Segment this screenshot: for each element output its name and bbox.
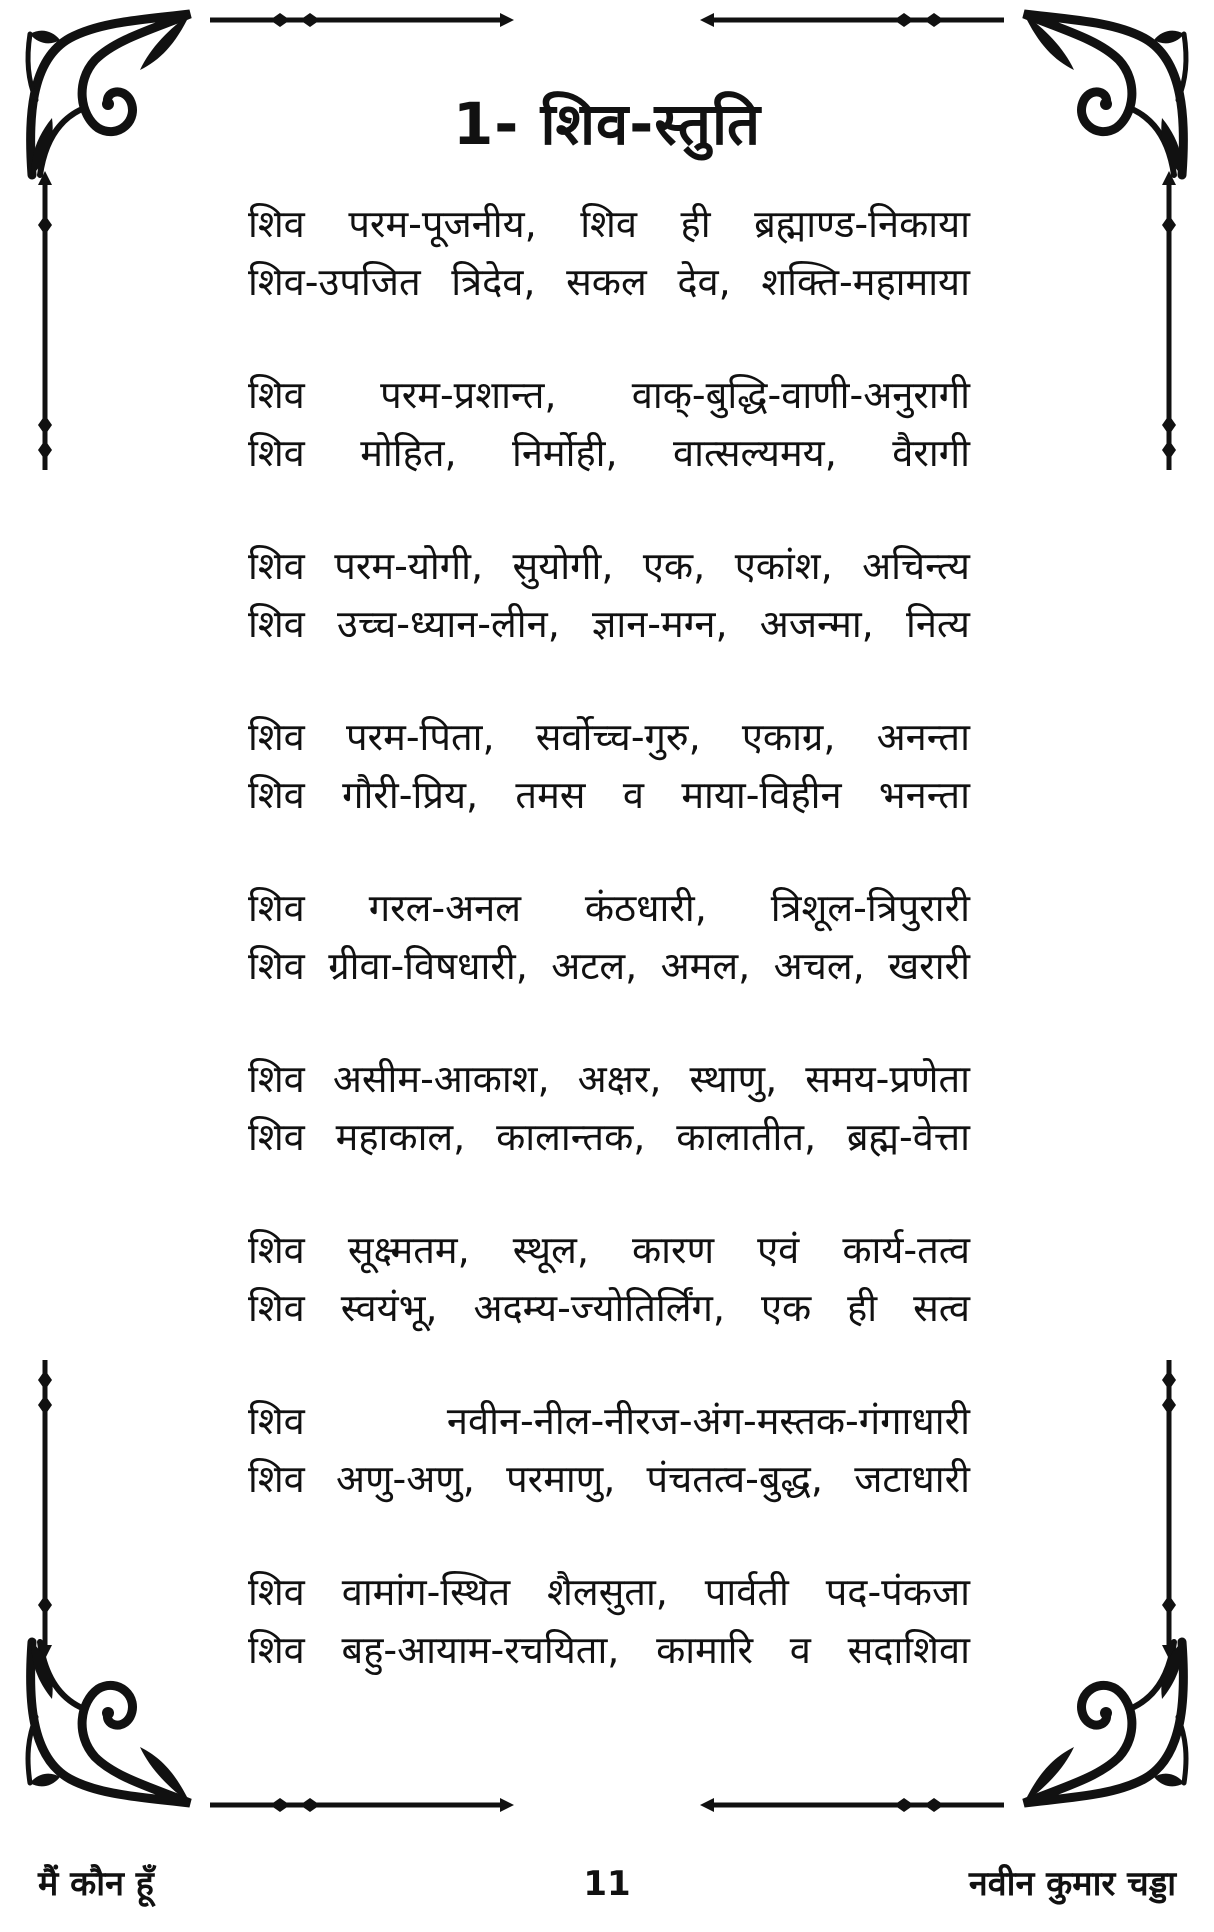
poem-word: शिव: [248, 1228, 305, 1272]
poem-word: वैरागी: [892, 431, 970, 475]
poem-word: माया-विहीन: [681, 773, 842, 817]
poem-word: कालान्तक,: [496, 1115, 646, 1159]
poem-word: सदाशिवा: [847, 1628, 970, 1672]
poem-line: [248, 537, 970, 595]
poem-word: व: [622, 773, 644, 817]
poem-word: सर्वोच्च-गुरु,: [535, 715, 701, 759]
poem-word: सत्व: [913, 1286, 970, 1330]
poem-word: परम-पूजनीय,: [348, 202, 537, 246]
poem-line: [248, 766, 970, 824]
poem-word: ब्रह्म-वेत्ता: [846, 1115, 970, 1159]
poem-word: पद-पंकजा: [825, 1570, 970, 1614]
poem-line: [248, 1621, 970, 1679]
poem-word: त्रिशूल-त्रिपुरारी: [770, 886, 970, 930]
poem-word: परम-योगी,: [334, 544, 484, 588]
poem-word: असीम-आकाश,: [332, 1057, 550, 1101]
poem-word: पार्वती: [704, 1570, 789, 1614]
poem-line: [248, 595, 970, 653]
poem-word: शिव: [248, 431, 305, 475]
poem-word: शिव-उपजित: [248, 260, 421, 304]
poem-word: ही: [680, 202, 711, 246]
poem-word: एक,: [642, 544, 706, 588]
poem-word: परम-पिता,: [345, 715, 495, 759]
poem-word: शिव: [248, 886, 305, 930]
poem-word: अचल,: [773, 944, 865, 988]
poem-stanza: [248, 366, 970, 482]
poem-word: बहु-आयाम-रचयिता,: [341, 1628, 620, 1672]
poem-word: कालातीत,: [676, 1115, 817, 1159]
poem-word: ही: [847, 1286, 878, 1330]
poem-word: वाक्-बुद्धि-वाणी-अनुरागी: [631, 373, 970, 417]
poem-stanza: [248, 879, 970, 995]
poem-word: शिव: [580, 202, 638, 246]
poem-word: कंठधारी,: [584, 886, 707, 930]
poem-word: अटल,: [551, 944, 638, 988]
poem-word: ब्रह्माण्ड-निकाया: [754, 202, 970, 246]
poem-word: शिव: [248, 1057, 305, 1101]
poem-word: शिव: [248, 602, 305, 646]
poem-word: शैलसुता,: [547, 1570, 668, 1614]
poem-word: एवं: [757, 1228, 800, 1272]
poem-word: वात्सल्यमय,: [673, 431, 837, 475]
poem-word: शिव: [248, 373, 305, 417]
poem-line: [248, 879, 970, 937]
poem-word: शिव: [248, 773, 305, 817]
poem-word: ग्रीवा-विषधारी,: [328, 944, 528, 988]
poem-word: सुयोगी,: [512, 544, 614, 588]
poem-word: स्थूल,: [512, 1228, 589, 1272]
poem-word: स्वयंभू,: [340, 1286, 438, 1330]
poem-word: शिव: [248, 1399, 305, 1443]
poem-word: कामारि: [656, 1628, 754, 1672]
poem-word: शक्ति-महामाया: [761, 260, 970, 304]
poem-line: [248, 195, 970, 253]
poem-word: समय-प्रणेता: [805, 1057, 970, 1101]
footer-book-title: मैं कौन हूँ: [38, 1864, 154, 1904]
poem-stanza: [248, 708, 970, 824]
poem-word: गरल-अनल: [368, 886, 521, 930]
poem-word: व: [789, 1628, 811, 1672]
poem-line: [248, 708, 970, 766]
poem-word: स्थाणु,: [689, 1057, 778, 1101]
poem-word: एक: [760, 1286, 812, 1330]
scroll-corner-bottom-left: [28, 1642, 190, 1803]
poem-word: ज्ञान-मग्न,: [592, 602, 728, 646]
poem-word: कार्य-तत्व: [842, 1228, 970, 1272]
poem-word: परमाणु,: [506, 1457, 616, 1501]
poem-word: अजन्मा,: [759, 602, 874, 646]
poem-word: शिव: [248, 544, 305, 588]
poem-stanza: [248, 537, 970, 653]
poem-line: [248, 1108, 970, 1166]
page-title: 1- शिव-स्तुति: [452, 90, 762, 158]
poem-word: उच्च-ध्यान-लीन,: [337, 602, 560, 646]
poem-word: तमस: [515, 773, 586, 817]
poem-word: अचिन्त्य: [862, 544, 970, 588]
footer-author: नवीन कुमार चड्डा: [968, 1864, 1176, 1904]
footer-page-number: 11: [583, 1864, 631, 1904]
poem-word: जटाधारी: [854, 1457, 970, 1501]
poem-line: [248, 1450, 970, 1508]
poem-line: [248, 1221, 970, 1279]
poem-word: एकाग्र,: [741, 715, 836, 759]
poem-word: सकल: [566, 260, 647, 304]
poem-line: [248, 253, 970, 311]
poem-line: [248, 1279, 970, 1337]
poem-body: [248, 195, 970, 1734]
poem-word: देव,: [677, 260, 731, 304]
poem-word: शिव: [248, 202, 305, 246]
poem-stanza: [248, 1050, 970, 1166]
poem-word: अमल,: [660, 944, 751, 988]
poem-word: नवीन-नील-नीरज-अंग-मस्तक-गंगाधारी: [446, 1399, 970, 1443]
poem-line: [248, 424, 970, 482]
poem-word: अदम्य-ज्योतिर्लिंग,: [473, 1286, 725, 1330]
poem-word: कारण: [632, 1228, 715, 1272]
poem-word: शिव: [248, 715, 305, 759]
poem-word: त्रिदेव,: [451, 260, 536, 304]
scroll-corner-bottom-right: [1024, 1642, 1186, 1803]
poem-word: अनन्ता: [876, 715, 970, 759]
poem-stanza: [248, 1563, 970, 1679]
poem-word: भनन्ता: [878, 773, 970, 817]
poem-word: शिव: [248, 1628, 305, 1672]
poem-word: शिव: [248, 1286, 305, 1330]
poem-word: सूक्ष्मतम,: [347, 1228, 470, 1272]
poem-stanza: [248, 1221, 970, 1337]
poem-line: [248, 366, 970, 424]
poem-word: महाकाल,: [335, 1115, 466, 1159]
poem-line: [248, 937, 970, 995]
poem-word: खरारी: [888, 944, 970, 988]
poem-word: शिव: [248, 1457, 305, 1501]
poem-word: अणु-अणु,: [336, 1457, 475, 1501]
poem-word: वामांग-स्थित: [341, 1570, 511, 1614]
poem-word: गौरी-प्रिय,: [342, 773, 479, 817]
poem-word: एकांश,: [734, 544, 833, 588]
poem-line: [248, 1050, 970, 1108]
poem-line: [248, 1563, 970, 1621]
poem-word: शिव: [248, 1570, 305, 1614]
poem-word: शिव: [248, 1115, 305, 1159]
poem-word: अक्षर,: [577, 1057, 662, 1101]
poem-word: निर्मोही,: [511, 431, 618, 475]
poem-word: नित्य: [905, 602, 970, 646]
poem-stanza: [248, 195, 970, 311]
poem-word: पंचतत्व-बुद्ध,: [646, 1457, 823, 1501]
poem-word: मोहित,: [360, 431, 457, 475]
poem-word: परम-प्रशान्त,: [380, 373, 557, 417]
poem-line: [248, 1392, 970, 1450]
poem-stanza: [248, 1392, 970, 1508]
poem-word: शिव: [248, 944, 305, 988]
